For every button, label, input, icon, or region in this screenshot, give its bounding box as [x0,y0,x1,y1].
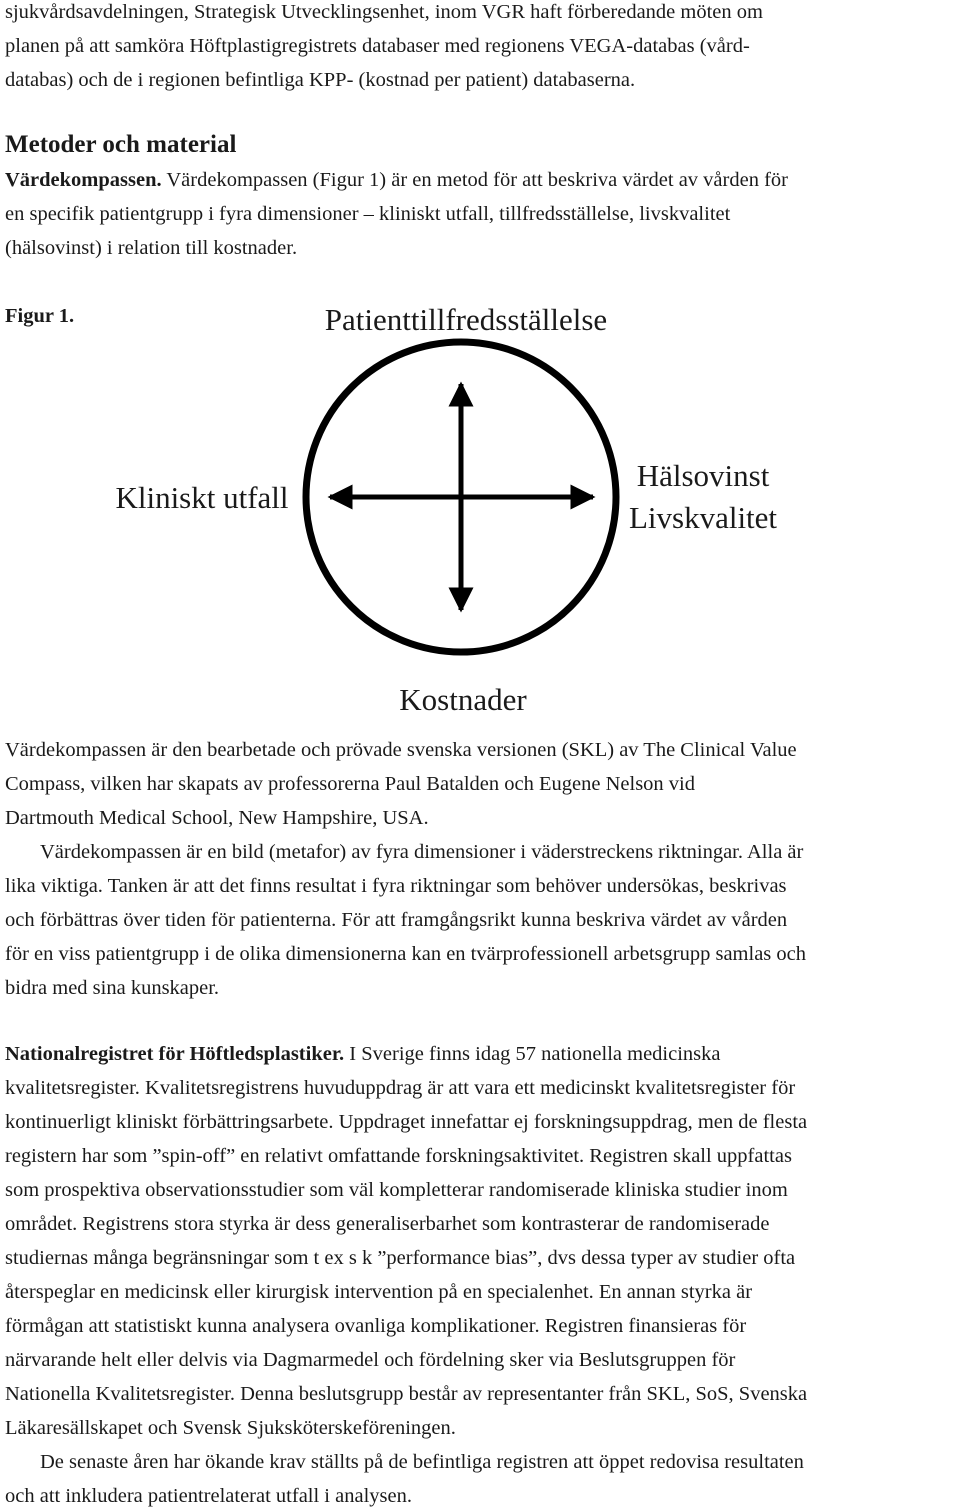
paragraph-text: Värdekompassen (Figur 1) är en metod för att beskriva värdet av vården för [161,169,788,191]
compass-label-bottom: Kostnader [399,682,527,717]
value-compass-diagram [0,0,960,740]
paragraph-lead: Värdekompassen. [5,169,162,191]
body-text-line: lika viktiga. Tanken är att det finns resultat i fyra riktningar som behöver undersökas, beskrivas [5,875,787,897]
paragraph-text: I Sverige finns idag 57 nationella medicinska [344,1043,721,1065]
body-text-line: för en viss patientgrupp i de olika dimensionerna kan en tvärprofessionell arbetsgrupp samlas och [5,943,806,965]
body-text-line: Dartmouth Medical School, New Hampshire, USA. [5,807,429,829]
body-text-line: Nationella Kvalitetsregister. Denna beslutsgrupp består av representanter från SKL, SoS, Svenska [5,1383,808,1405]
body-text-line: återspeglar en medicinsk eller kirurgisk intervention på en specialenhet. En annan styrka är [5,1281,753,1303]
body-text-line: Läkaresällskapet och Svensk Sjuksköterskeföreningen. [5,1417,456,1439]
section-heading: Metoder och material [5,131,237,158]
body-text-line: som prospektiva observationsstudier som väl kompletterar randomiserade kliniska studier inom [5,1179,788,1201]
body-text-line: De senaste åren har ökande krav ställts på de befintliga registren att öppet redovisa resultaten [40,1451,804,1473]
body-text-line: och förbättras över tiden för patienterna. För att framgångsrikt kunna beskriva värdet av vården [5,909,788,931]
body-text-line: förmågan att statistiskt kunna analysera ovanliga komplikationer. Registren finansieras för [5,1315,747,1337]
body-text-line [5,1044,720,1065]
body-text-line: närvarande helt eller delvis via Dagmarmedel och fördelning sker via Beslutsgruppen för [5,1349,736,1371]
body-text-line: studiernas många begränsningar som t ex s k ”performance bias”, dvs dessa typer av studier ofta [5,1247,796,1269]
body-text-line: bidra med sina kunskaper. [5,977,220,999]
compass-label-right-2: Livskvalitet [628,500,778,535]
body-text-line: planen på att samköra Höftplastigregistrets databaser med regionens VEGA-databas (vård- [5,35,750,57]
body-text-line: kvalitetsregister. Kvalitetsregistrens huvuduppdrag är att vara ett medicinskt kvalitetsregister för [5,1077,796,1099]
body-text-line: en specifik patientgrupp i fyra dimensioner – kliniskt utfall, tillfredsställelse, livskvalitet [5,203,731,225]
body-text-line: området. Registrens stora styrka är dess generaliserbarhet som kontrasterar de randomiserade [5,1213,770,1235]
body-text-line: (hälsovinst) i relation till kostnader. [5,237,298,259]
body-text-line: kontinuerligt kliniskt förbättringsarbete. Uppdraget innefattar ej forskningsuppdrag, men de flesta [5,1111,808,1133]
figure-caption: Figur 1. [5,305,75,327]
body-text-line: Värdekompassen är den bearbetade och prövade svenska versionen (SKL) av The Clinical Value [5,739,797,761]
compass-label-top: Patienttillfredsställelse [324,302,608,337]
body-text-line: databas) och de i regionen befintliga KPP- (kostnad per patient) databaserna. [5,69,636,91]
body-text-line: Värdekompassen är en bild (metafor) av fyra dimensioner i väderstreckens riktningar. Alla är [40,841,804,863]
body-text-line: registern har som ”spin-off” en relativt omfattande forskningsaktivitet. Registren skall uppfattas [5,1145,792,1167]
body-text-line: och att inkludera patientrelaterat utfall i analysen. [5,1485,412,1507]
compass-label-right-1: Hälsovinst [636,458,770,493]
compass-label-left: Kliniskt utfall [115,480,289,515]
body-text-line: Compass, vilken har skapats av professorerna Paul Batalden och Eugene Nelson vid [5,773,695,795]
paragraph-lead: Nationalregistret för Höftledsplastiker. [5,1043,345,1065]
body-text-line: sjukvårdsavdelningen, Strategisk Utvecklingsenhet, inom VGR haft förberedande möten om [5,1,763,23]
